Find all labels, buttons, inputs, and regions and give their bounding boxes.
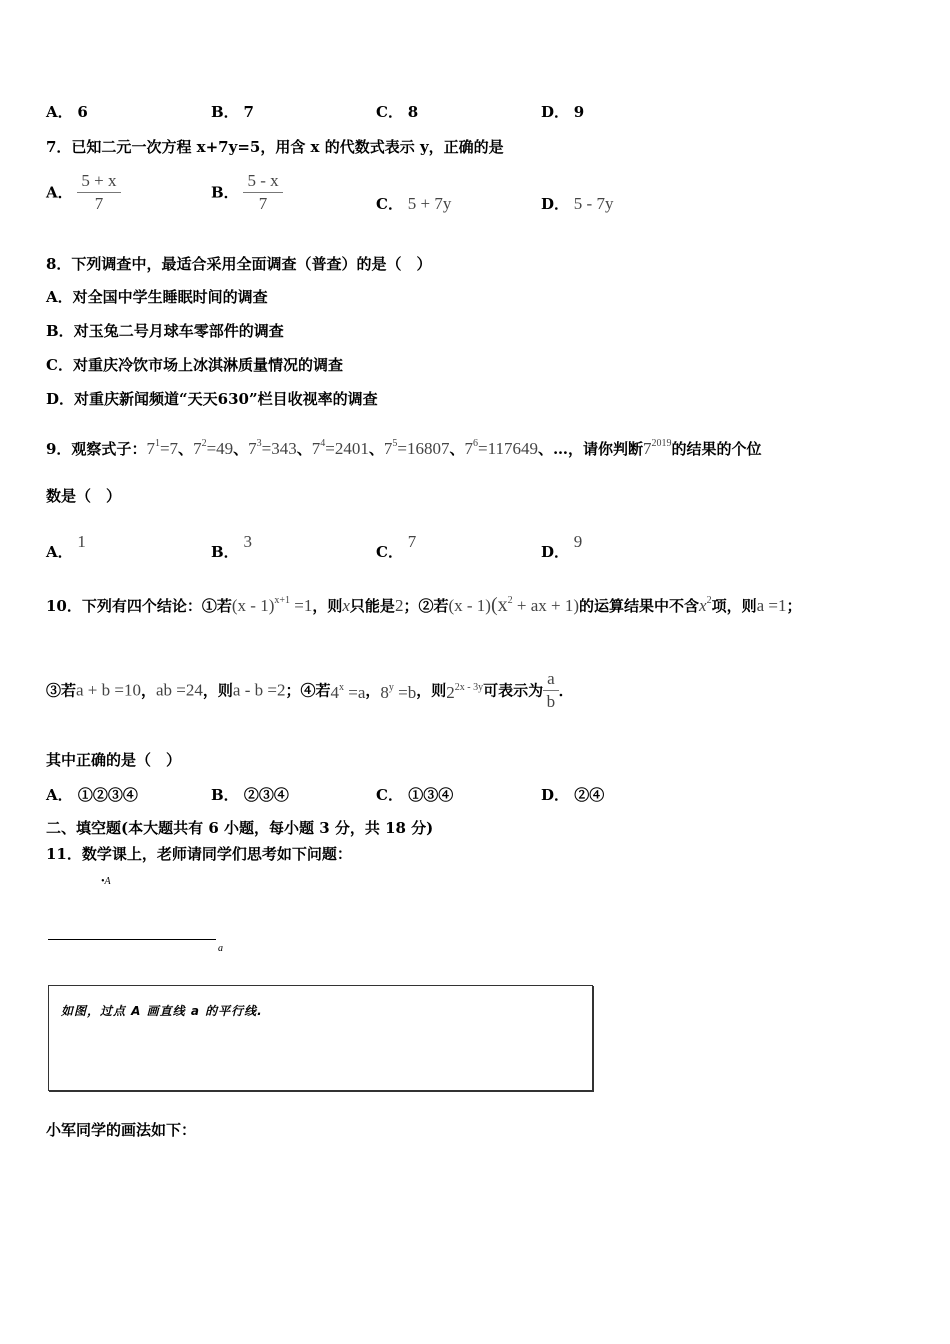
line-a-label: a xyxy=(218,943,223,954)
q9-option-d: D． 9 xyxy=(541,532,583,561)
q6-option-d: D． 9 xyxy=(541,103,585,121)
q7-option-b: B． $\frac{5 - x}{7}$ xyxy=(211,170,283,215)
instruction-box xyxy=(48,985,593,1091)
q8-option-a: A．对全国中学生睡眠时间的调查 xyxy=(46,288,268,306)
q8-option-b: B．对玉兔二号月球车零部件的调查 xyxy=(46,322,284,340)
q7-option-d: D． 5 - 7y xyxy=(541,194,614,213)
q8-stem: 8．下列调查中，最适合采用全面调查（普查）的是（ ） xyxy=(46,255,432,273)
q8-option-d: D．对重庆新闻频道“天天630”栏目收视率的调查 xyxy=(46,390,378,408)
q6-option-b: B． 7 xyxy=(211,103,254,121)
q10-option-b: B． ②③④ xyxy=(211,786,289,804)
q8-option-c: C．对重庆冷饮市场上冰淇淋质量情况的调查 xyxy=(46,356,343,374)
q11-stem: 11．数学课上，老师请同学们思考如下问题： xyxy=(46,845,352,863)
q10-stem-line1: 10．下列有四个结论：①若(x - 1)$^{x+1}$ =1，则x只能是2；②若$(x - 1)(x^2$ + ax + 1)的运算结果中不含$x^2$项，则a =1； xyxy=(46,594,802,616)
point-a-label: •A xyxy=(101,876,111,887)
line-a xyxy=(48,939,216,940)
section-title: 二、填空题(本大题共有 6 小题，每小题 3 分，共 18 分) xyxy=(46,819,434,837)
q7-stem: 7．已知二元一次方程 x+7y=5，用含 x 的代数式表示 y，正确的是 xyxy=(46,138,504,156)
q9-stem-line1: 9．观察式子：$7^1=7$、$7^2=49$、$7^3=343$、$7^4=2401$、$7^5=16807$、$7^6=117649$、…，请你判断$7^{2019}$的结果的个位 xyxy=(46,438,762,458)
instruction-text: 如图，过点 A 画直线 a 的平行线. xyxy=(61,1004,263,1018)
q7-option-a: A． $\frac{5 + x}{7}$ xyxy=(46,170,121,215)
q9-option-b: B． 3 xyxy=(211,532,252,561)
q7-option-c: C． 5 + 7y xyxy=(376,194,452,213)
q11-after-text: 小军同学的画法如下： xyxy=(46,1121,197,1139)
q10-option-c: C． ①③④ xyxy=(376,786,454,804)
q10-option-d: D． ②④ xyxy=(541,786,605,804)
q10-stem-line2: ③若a + b =10，ab =24，则a - b =2；④若$4^x =a$，$8^y =b$，则$2^{2x - 3y}$可表示为 $\frac{a}{b}$ ． xyxy=(46,669,574,711)
q10-option-a: A． ①②③④ xyxy=(46,786,138,804)
q10-question: 其中正确的是（ ） xyxy=(46,751,182,769)
q9-option-a: A． 1 xyxy=(46,532,86,561)
q9-option-c: C． 7 xyxy=(376,532,417,561)
q9-stem-line2: 数是（ ） xyxy=(46,487,122,505)
q6-option-a: A． 6 xyxy=(46,103,88,121)
q6-option-c: C． 8 xyxy=(376,103,419,121)
